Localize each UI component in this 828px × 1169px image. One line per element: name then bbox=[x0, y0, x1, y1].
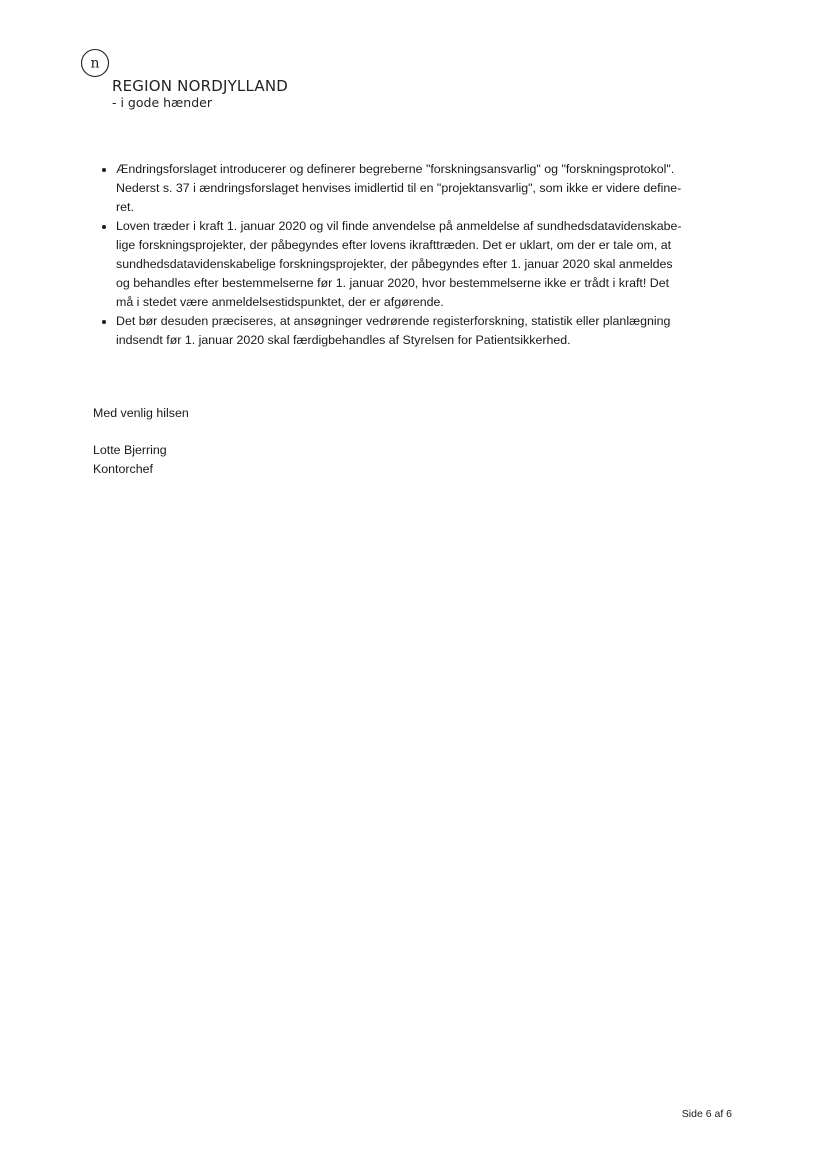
page-number: Side 6 af 6 bbox=[681, 1108, 732, 1120]
list-item bbox=[98, 312, 728, 350]
closing-greeting: Med venlig hilsen bbox=[93, 406, 189, 420]
text-line: og behandles efter bestemmelserne før 1. januar 2020, hvor bestemmelserne ikke er trådt i kraft! Det bbox=[116, 276, 670, 290]
bullet-icon bbox=[102, 225, 106, 229]
text-line: Det bør desuden præciseres, at ansøgninger vedrørende registerforskning, statistik eller planlægning bbox=[116, 314, 671, 328]
bullet-list bbox=[98, 160, 728, 350]
text-line: lige forskningsprojekter, der påbegyndes efter lovens ikrafttræden. Det er uklart, om der er tale om, at bbox=[116, 238, 672, 252]
organization-tagline: - i gode hænder bbox=[112, 95, 212, 110]
text-line: må i stedet være anmeldelsestidspunktet, der er afgørende. bbox=[116, 295, 444, 309]
list-item bbox=[98, 217, 728, 312]
text-line: Ændringsforslaget introducerer og definerer begreberne "forskningsansvarlig" og "forskningsprotokol". bbox=[116, 162, 675, 176]
signer-name: Lotte Bjerring bbox=[93, 443, 167, 457]
bullet-icon bbox=[102, 168, 106, 172]
signer-title: Kontorchef bbox=[93, 462, 153, 476]
region-logo bbox=[78, 46, 338, 116]
text-line: Loven træder i kraft 1. januar 2020 og vil finde anvendelse på anmeldelse af sundhedsdatavidenskabe- bbox=[116, 219, 682, 233]
text-line: ret. bbox=[116, 200, 134, 214]
bullet-icon bbox=[102, 320, 106, 324]
text-line: Nederst s. 37 i ændringsforslaget henvises imidlertid til en "projektansvarlig", som ikke er videre define- bbox=[116, 181, 682, 195]
text-line: sundhedsdatavidenskabelige forskningsprojekter, der påbegyndes efter 1. januar 2020 skal anmeldes bbox=[116, 257, 673, 271]
logo-letter: n bbox=[90, 55, 100, 72]
list-item bbox=[98, 160, 728, 217]
organization-name: REGION NORDJYLLAND bbox=[112, 77, 289, 95]
region-logo-mark-icon bbox=[80, 48, 110, 78]
text-line: indsendt før 1. januar 2020 skal færdigbehandles af Styrelsen for Patientsikkerhed. bbox=[116, 333, 571, 347]
